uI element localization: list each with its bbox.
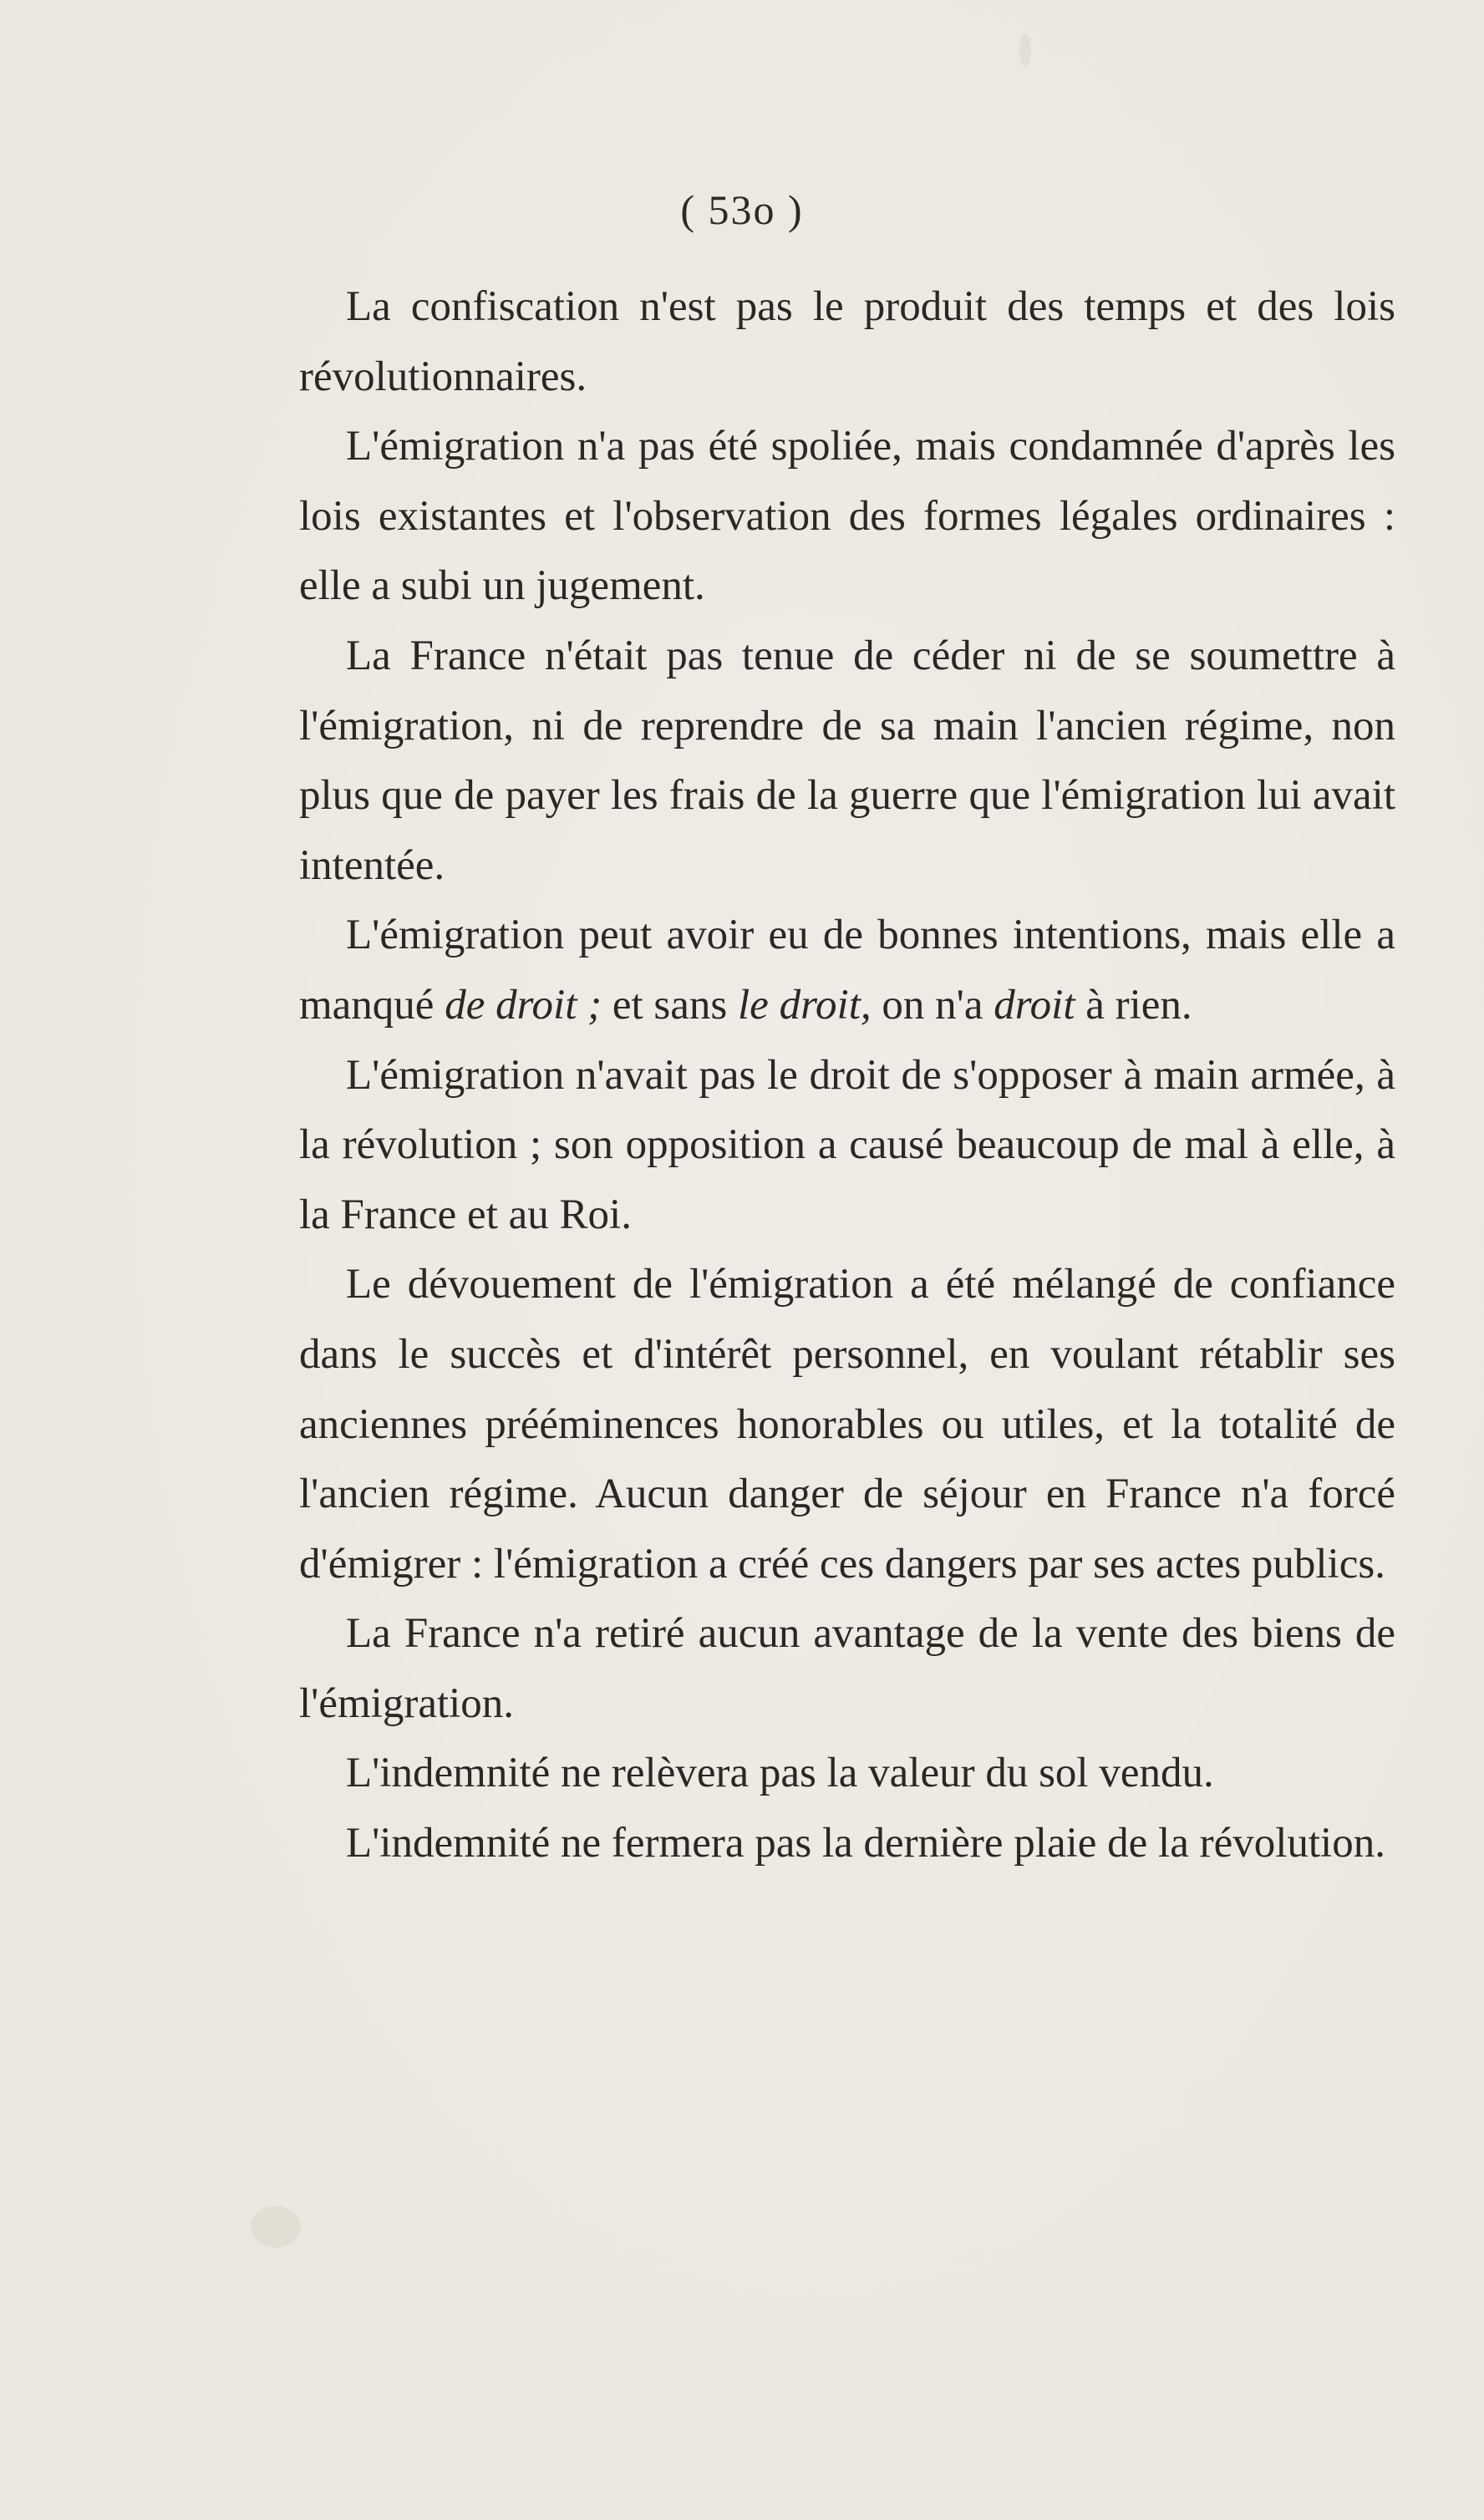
- paragraph: Le dévouement de l'émigration a été mélangé de confiance dans le succès et d'intérêt personnel, en voulant rétablir ses anciennes prééminences honorables ou utiles, et la totalité de l'ancien régime. Aucun danger de séjour en France n'a forcé d'émigrer : l'émigration a créé ces dangers par ses actes publics.: [299, 1261, 1395, 1588]
- paper-stain: [251, 2206, 301, 2248]
- text-segment: et sans: [602, 981, 739, 1029]
- paragraph: L'indemnité ne fermera pas la dernière plaie de la révolution.: [346, 1820, 1385, 1867]
- text-segment: on n'a: [871, 981, 994, 1029]
- italic-text: de droit ;: [445, 981, 602, 1029]
- paragraph: La France n'était pas tenue de céder ni de se soumettre à l'émigration, ni de reprendre de sa main l'ancien régime, non plus que de payer les frais de la guerre que l'émigration lui avait intentée.: [299, 632, 1395, 889]
- paper-stain: [1019, 33, 1031, 67]
- paragraph: La France n'a retiré aucun avantage de la vente des biens de l'émigration.: [299, 1610, 1395, 1727]
- paragraph: L'indemnité ne relèvera pas la valeur du sol vendu.: [346, 1750, 1214, 1797]
- text-segment: L'émigration peut avoir eu de bonnes intentions, mais elle a manqué: [299, 912, 1395, 1029]
- text-segment: à rien.: [1075, 981, 1192, 1029]
- italic-text: droit: [994, 981, 1075, 1029]
- italic-text: le droit,: [738, 981, 872, 1029]
- paragraph: La confiscation n'est pas le produit des temps et des lois révolutionnaires.: [299, 283, 1395, 400]
- page-number: ( 53o ): [680, 186, 804, 233]
- paragraph: L'émigration n'avait pas le droit de s'opposer à main armée, à la révolution ; son opposition a causé beaucoup de mal à elle, à la France et au Roi.: [299, 1051, 1395, 1238]
- paragraph: L'émigration n'a pas été spoliée, mais condamnée d'après les lois existantes et l'observation des formes légales ordinaires : elle a subi un jugement.: [299, 423, 1395, 610]
- paragraph: [299, 901, 1395, 1040]
- body-text: [299, 272, 1395, 1879]
